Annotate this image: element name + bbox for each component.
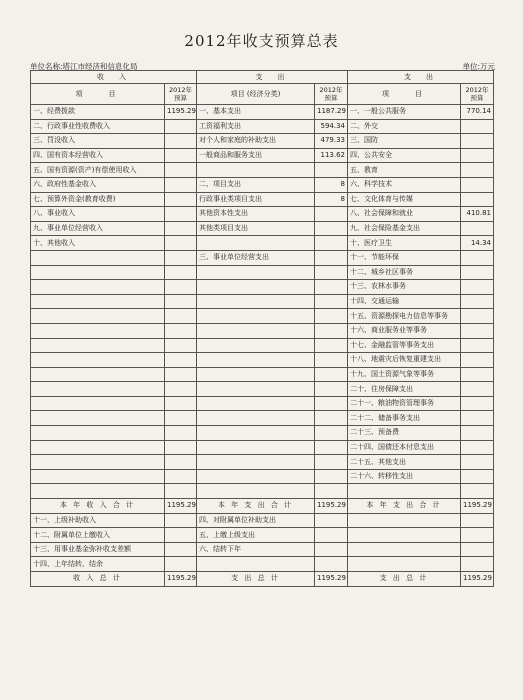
income-item-cell: 十、其他收入 [31,236,165,251]
econ-item-cell: 一、基本支出 [197,105,315,120]
income-amount-cell [165,280,197,295]
func-item-cell: 十八、地震灾后恢复重建支出 [348,353,461,368]
table-row [31,455,494,470]
econ-amount-cell [315,455,348,470]
income-item-cell [31,426,165,441]
econ-amount-cell [315,469,348,484]
func-amount-cell [461,469,494,484]
econ-amount-cell [315,528,348,543]
table-row [31,426,494,441]
table-row [31,513,494,528]
econ-item-cell: 其他资本性支出 [197,207,315,222]
func-total-value: 1195.29 [461,572,494,587]
econ-item-cell [197,382,315,397]
income-item-cell [31,396,165,411]
econ-amount-cell [315,250,348,265]
income-item-cell [31,469,165,484]
econ-amount-cell [315,367,348,382]
econ-amount-cell: 594.34 [315,119,348,134]
table-row [31,557,494,572]
budget-table [30,70,494,587]
header-row-sections [31,71,494,84]
func-item-cell: 四、公共安全 [348,148,461,163]
table-row [31,338,494,353]
income-amount-cell [165,250,197,265]
income-amount-cell [165,528,197,543]
econ-item-cell [197,455,315,470]
func-item-cell: 二十三、预备费 [348,426,461,441]
table-row [31,396,494,411]
econ-amount-cell: 8 [315,192,348,207]
table-row [31,192,494,207]
table-row [31,484,494,499]
income-amount-cell [165,484,197,499]
income-item-cell [31,411,165,426]
func-amount-cell [461,353,494,368]
income-item-cell [31,250,165,265]
func-item-cell: 二、外交 [348,119,461,134]
func-amount-cell [461,484,494,499]
income-item-cell [31,294,165,309]
income-amount-cell [165,557,197,572]
func-amount-cell: 410.81 [461,207,494,222]
econ-amount-cell [315,280,348,295]
func-item-cell: 二十二、储备事务支出 [348,411,461,426]
income-amount-cell [165,338,197,353]
table-row [31,411,494,426]
func-amount-cell [461,542,494,557]
econ-amount-cell [315,440,348,455]
func-item-cell: 二十五、其他支出 [348,455,461,470]
income-amount-cell [165,323,197,338]
income-amount-cell [165,396,197,411]
econ-item-cell: 三、事业单位经营支出 [197,250,315,265]
func-item-cell: 十一、节能环保 [348,250,461,265]
econ-item-cell [197,411,315,426]
income-item-cell [31,338,165,353]
grand-total-row [31,572,494,587]
econ-item-cell [197,396,315,411]
econ-item-cell [197,280,315,295]
func-amount-cell [461,338,494,353]
income-amount-cell [165,367,197,382]
func-item-cell: 二十一、粮油物资管理事务 [348,396,461,411]
table-row [31,265,494,280]
func-item-cell: 二十六、转移性支出 [348,469,461,484]
org-name: 单位名称:塔江市经济和信息化局 [30,62,138,71]
econ-item-cell [197,309,315,324]
econ-item-cell: 四、对附属单位补助支出 [197,513,315,528]
income-amount-cell [165,513,197,528]
table-row [31,105,494,120]
func-amount-cell: 770.14 [461,105,494,120]
table-row [31,367,494,382]
expense-total-value: 1195.29 [315,499,348,514]
expense-total-label: 支 出 总 计 [197,572,315,587]
totals-row [31,499,494,514]
econ-item-header: 项目 (经济分类) [197,84,315,105]
income-amount-cell [165,134,197,149]
table-row [31,163,494,178]
func-item-cell: 十七、金融监管等事务支出 [348,338,461,353]
econ-amount-cell: 1187.29 [315,105,348,120]
expense-func-section-header: 支 出 [348,71,494,84]
econ-item-cell [197,353,315,368]
func-item-cell: 七、文化体育与传媒 [348,192,461,207]
func-item-cell [348,484,461,499]
econ-amount-cell [315,426,348,441]
func-amount-cell [461,309,494,324]
func-item-cell [348,513,461,528]
econ-amount-cell [315,542,348,557]
econ-amount-cell [315,338,348,353]
econ-amount-cell [315,353,348,368]
func-amount-cell [461,148,494,163]
income-amount-cell [165,542,197,557]
table-row [31,469,494,484]
table-row [31,528,494,543]
income-item-header: 项 目 [31,84,165,105]
econ-amount-cell [315,309,348,324]
income-amount-cell [165,236,197,251]
func-item-cell: 五、教育 [348,163,461,178]
table-row [31,221,494,236]
table-row [31,236,494,251]
econ-item-cell: 一般商品和服务支出 [197,148,315,163]
func-amount-cell [461,440,494,455]
income-amount-cell [165,455,197,470]
income-item-cell [31,280,165,295]
income-item-cell [31,353,165,368]
econ-amount-cell [315,323,348,338]
table-row [31,134,494,149]
income-total-label: 本 年 收 入 合 计 [31,499,165,514]
econ-item-cell [197,294,315,309]
func-item-cell: 八、社会保障和就业 [348,207,461,222]
income-total-value: 1195.29 [165,572,197,587]
func-item-cell: 十四、交通运输 [348,294,461,309]
table-row [31,309,494,324]
func-item-cell: 六、科学技术 [348,177,461,192]
table-row [31,207,494,222]
econ-year-header: 2012年预算 [315,84,348,105]
func-amount-cell [461,280,494,295]
income-amount-cell [165,192,197,207]
func-amount-cell [461,177,494,192]
header-row-columns [31,84,494,105]
income-amount-cell [165,469,197,484]
econ-amount-cell [315,207,348,222]
func-item-cell: 九、社会保险基金支出 [348,221,461,236]
func-total-label: 本 年 支 出 合 计 [348,499,461,514]
table-row [31,542,494,557]
unit-label: 单位:万元 [462,62,495,71]
func-amount-cell [461,557,494,572]
func-amount-cell [461,250,494,265]
econ-item-cell [197,236,315,251]
econ-item-cell [197,338,315,353]
econ-amount-cell [315,265,348,280]
econ-amount-cell: 113.62 [315,148,348,163]
econ-amount-cell [315,396,348,411]
func-item-cell: 十、医疗卫生 [348,236,461,251]
econ-item-cell [197,484,315,499]
func-amount-cell [461,323,494,338]
table-row [31,119,494,134]
table-row [31,177,494,192]
table-row [31,440,494,455]
income-item-cell: 十二、附属单位上缴收入 [31,528,165,543]
income-item-cell: 三、罚没收入 [31,134,165,149]
econ-item-cell: 行政事业类项目支出 [197,192,315,207]
func-amount-cell: 14.34 [461,236,494,251]
income-item-cell: 十一、上级补助收入 [31,513,165,528]
income-amount-cell [165,353,197,368]
econ-item-cell: 六、结转下年 [197,542,315,557]
income-item-cell: 五、国有资源(资产)有偿使用收入 [31,163,165,178]
income-item-cell [31,309,165,324]
income-item-cell: 一、经费拨款 [31,105,165,120]
func-amount-cell [461,192,494,207]
econ-item-cell [197,440,315,455]
income-item-cell [31,455,165,470]
income-item-cell: 七、预算外资金(教育收费) [31,192,165,207]
income-amount-cell [165,411,197,426]
func-amount-cell [461,426,494,441]
econ-amount-cell: 8 [315,177,348,192]
income-amount-cell [165,177,197,192]
func-item-header: 项 目 [348,84,461,105]
expense-total-label: 本 年 支 出 合 计 [197,499,315,514]
income-item-cell: 八、事业收入 [31,207,165,222]
income-year-header: 2012年预算 [165,84,197,105]
func-item-cell: 十三、农林水事务 [348,280,461,295]
income-amount-cell [165,309,197,324]
income-item-cell: 九、事业单位经营收入 [31,221,165,236]
func-year-header: 2012年预算 [461,84,494,105]
income-item-cell: 六、政府性基金收入 [31,177,165,192]
func-item-cell [348,542,461,557]
econ-amount-cell [315,382,348,397]
econ-item-cell [197,265,315,280]
econ-amount-cell: 479.33 [315,134,348,149]
func-item-cell: 十九、国土资源气象等事务 [348,367,461,382]
econ-item-cell: 工资福利支出 [197,119,315,134]
table-row [31,250,494,265]
income-amount-cell [165,294,197,309]
table-row [31,382,494,397]
func-item-cell [348,528,461,543]
func-amount-cell [461,294,494,309]
table-row [31,353,494,368]
table-row [31,280,494,295]
econ-item-cell: 二、项目支出 [197,177,315,192]
income-amount-cell [165,207,197,222]
func-item-cell: 十五、资源勘探电力信息等事务 [348,309,461,324]
income-total-value: 1195.29 [165,499,197,514]
income-amount-cell [165,265,197,280]
income-total-label: 收 入 总 计 [31,572,165,587]
income-item-cell [31,367,165,382]
func-item-cell: 二十四、国债还本付息支出 [348,440,461,455]
income-amount-cell [165,221,197,236]
func-amount-cell [461,513,494,528]
func-item-cell: 十六、商业服务业等事务 [348,323,461,338]
func-item-cell: 三、国防 [348,134,461,149]
page-title: 2012年收支预算总表 [184,32,339,50]
table-row [31,323,494,338]
econ-amount-cell [315,411,348,426]
econ-amount-cell [315,294,348,309]
func-item-cell [348,557,461,572]
income-amount-cell [165,148,197,163]
income-item-cell: 四、国有资本经营收入 [31,148,165,163]
income-amount-cell [165,163,197,178]
econ-item-cell [197,323,315,338]
expense-total-value: 1195.29 [315,572,348,587]
income-item-cell [31,484,165,499]
income-item-cell [31,440,165,455]
income-item-cell: 十四、上年结转、结余 [31,557,165,572]
econ-item-cell [197,163,315,178]
econ-item-cell [197,469,315,484]
income-amount-cell [165,440,197,455]
income-item-cell [31,265,165,280]
expense-econ-section-header: 支 出 [197,71,348,84]
func-amount-cell [461,396,494,411]
func-item-cell: 二十、住房保障支出 [348,382,461,397]
econ-item-cell: 对个人和家庭的补助支出 [197,134,315,149]
income-item-cell: 二、行政事业性收费收入 [31,119,165,134]
table-row [31,148,494,163]
income-item-cell [31,323,165,338]
func-amount-cell [461,221,494,236]
econ-amount-cell [315,236,348,251]
func-amount-cell [461,528,494,543]
econ-item-cell [197,426,315,441]
func-amount-cell [461,265,494,280]
income-item-cell: 十三、用事业基金弥补收支差额 [31,542,165,557]
func-amount-cell [461,382,494,397]
func-amount-cell [461,367,494,382]
func-amount-cell [461,411,494,426]
econ-item-cell [197,367,315,382]
income-amount-cell: 1195.29 [165,105,197,120]
func-total-label: 支 出 总 计 [348,572,461,587]
econ-amount-cell [315,163,348,178]
econ-amount-cell [315,557,348,572]
func-amount-cell [461,119,494,134]
income-amount-cell [165,382,197,397]
econ-amount-cell [315,484,348,499]
income-item-cell [31,382,165,397]
econ-amount-cell [315,221,348,236]
income-amount-cell [165,119,197,134]
func-item-cell: 十二、城乡社区事务 [348,265,461,280]
income-amount-cell [165,426,197,441]
func-amount-cell [461,163,494,178]
income-section-header: 收 入 [31,71,197,84]
econ-item-cell: 其他类项目支出 [197,221,315,236]
table-row [31,294,494,309]
econ-item-cell [197,557,315,572]
func-total-value: 1195.29 [461,499,494,514]
func-amount-cell [461,455,494,470]
econ-item-cell: 五、上缴上级支出 [197,528,315,543]
econ-amount-cell [315,513,348,528]
func-item-cell: 一、一般公共服务 [348,105,461,120]
func-amount-cell [461,134,494,149]
